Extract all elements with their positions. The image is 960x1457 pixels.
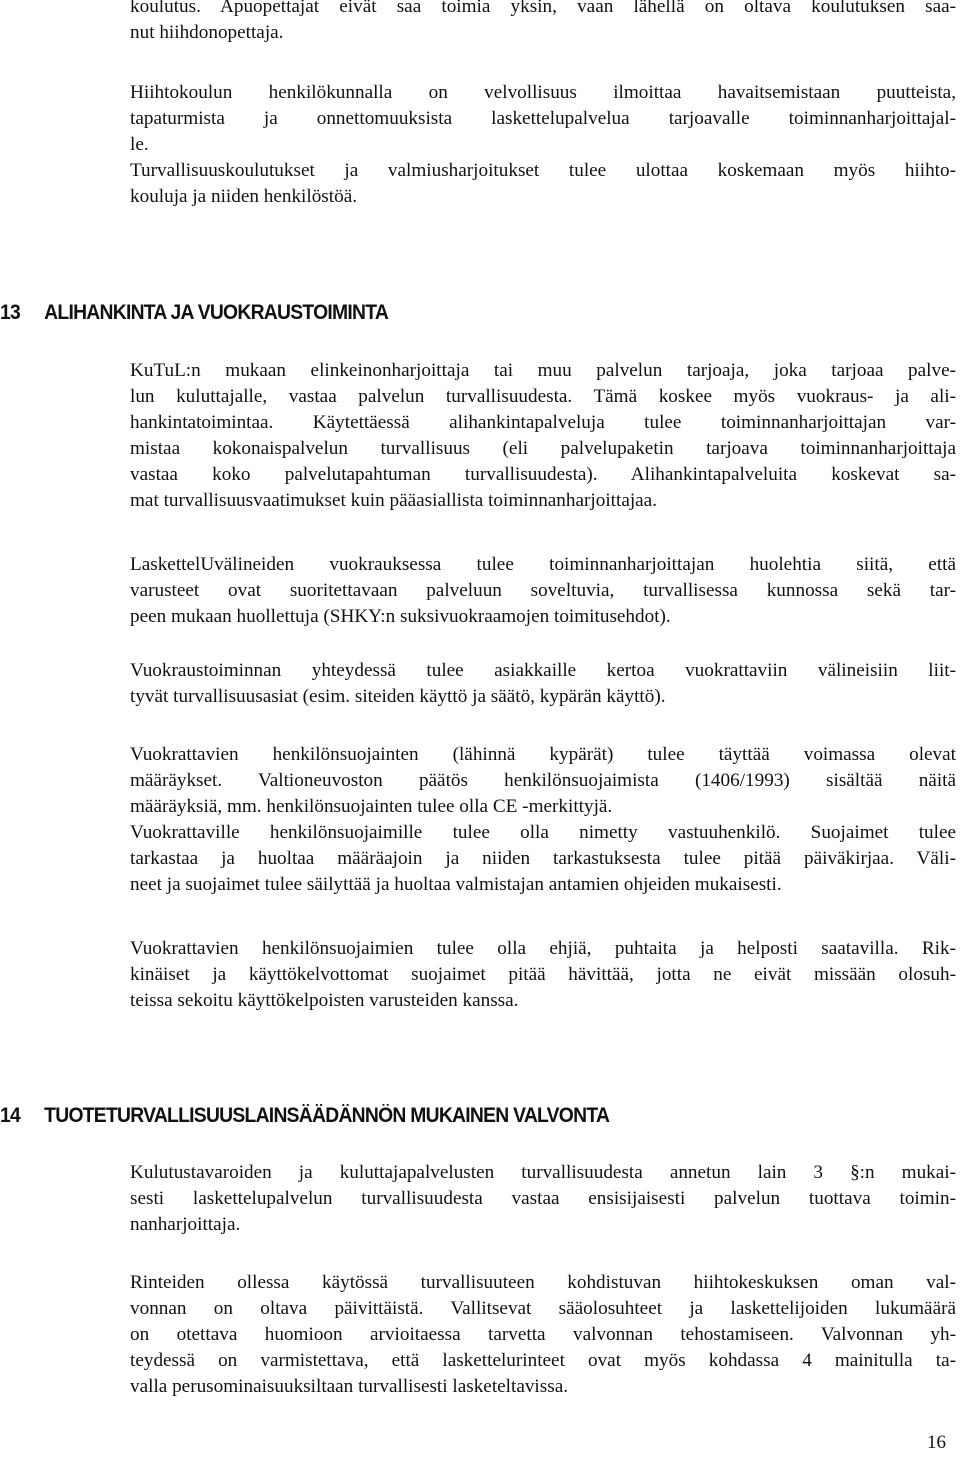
- text-line: Vuokrattavien henkilönsuojaimien tulee olla ehjiä, puhtaita ja helposti saatavilla. Rik-: [130, 938, 956, 959]
- text-line: teydessä on varmistettava, että laskettelurinteet ovat myös kohdassa 4 mainitulla ta-: [130, 1350, 956, 1371]
- text-line: vastaa koko palvelutapahtuman turvallisuudesta). Alihankintapalveluita koskevat sa-: [130, 464, 956, 485]
- text-line: mistaa kokonaispalvelun turvallisuus (eli palvelupaketin tarjoava toiminnanharjoittaja: [130, 438, 956, 459]
- text-line: teissa sekoitu käyttökelpoisten varusteiden kanssa.: [130, 990, 519, 1011]
- section-title: ALIHANKINTA JA VUOKRAUSTOIMINTA: [44, 301, 389, 324]
- paragraph-14-2: [130, 1270, 956, 1400]
- paragraph-13-3: [130, 658, 956, 710]
- text-line: Rinteiden ollessa käytössä turvallisuuteen kohdistuvan hiihtokeskuksen oman val-: [130, 1272, 956, 1293]
- text-line: Vuokraustoiminnan yhteydessä tulee asiakkaille kertoa vuokrattaviin välineisiin liit-: [130, 660, 956, 681]
- text-line: neet ja suojaimet tulee säilyttää ja huoltaa valmistajan antamien ohjeiden mukaisesti.: [130, 874, 782, 895]
- text-line: KuTuL:n mukaan elinkeinonharjoittaja tai muu palvelun tarjoaja, joka tarjoaa palve-: [130, 360, 956, 381]
- text-line: tarkastaa ja huoltaa määräajoin ja niiden tarkastuksesta tulee pitää päiväkirjaa. Väli-: [130, 848, 956, 869]
- text-line: määräyksiä, mm. henkilönsuojainten tulee olla CE -merkittyjä.: [130, 796, 613, 817]
- section-number: 14: [0, 1104, 21, 1127]
- paragraph-intro-1: [130, 0, 956, 46]
- text-line: lun kuluttajalle, vastaa palvelun turvallisuudesta. Tämä koskee myös vuokraus- ja ali-: [130, 386, 956, 407]
- section-heading-13: [0, 300, 388, 326]
- text-line: nanharjoittaja.: [130, 1214, 241, 1235]
- paragraph-13-2: [130, 552, 956, 630]
- section-heading-14: [0, 1103, 609, 1129]
- paragraph-13-1: [130, 358, 956, 514]
- text-line: kinäiset ja käyttökelvottomat suojaimet pitää hävittää, jotta ne eivät missään olosuh-: [130, 964, 956, 985]
- section-title: TUOTETURVALLISUUSLAINSÄÄDÄNNÖN MUKAINEN VALVONTA: [44, 1104, 610, 1127]
- text-line: kouluja ja niiden henkilöstöä.: [130, 186, 358, 207]
- text-line: Vuokrattaville henkilönsuojaimille tulee olla nimetty vastuuhenkilö. Suojaimet tulee: [130, 822, 956, 843]
- text-line: määräykset. Valtioneuvoston päätös henkilönsuojaimista (1406/1993) sisältää näitä: [130, 770, 956, 791]
- text-line: Kulutustavaroiden ja kuluttajapalvelusten turvallisuudesta annetun lain 3 §:n mukai-: [130, 1162, 956, 1183]
- paragraph-13-4: [130, 742, 956, 898]
- paragraph-14-1: [130, 1160, 956, 1238]
- text-line: tapaturmista ja onnettomuuksista laskettelupalvelua tarjoavalle toiminnanharjoittajal-: [130, 108, 956, 129]
- text-line: vonnan on oltava päivittäistä. Vallitsevat sääolosuhteet ja laskettelijoiden lukumäärä: [130, 1298, 956, 1319]
- text-line: peen mukaan huollettuja (SHKY:n suksivuokraamojen toimitusehdot).: [130, 606, 671, 627]
- text-line: le.: [130, 134, 149, 155]
- section-number: 13: [0, 301, 21, 324]
- text-line: on otettava huomioon arvioitaessa tarvetta valvonnan tehostamiseen. Valvonnan yh-: [130, 1324, 956, 1345]
- paragraph-intro-3: [130, 158, 956, 210]
- text-line: tyvät turvallisuusasiat (esim. siteiden käyttö ja säätö, kypärän käyttö).: [130, 686, 666, 707]
- paragraph-intro-2: [130, 80, 956, 158]
- page-number: 16: [927, 1432, 946, 1453]
- text-line: koulutus. Apuopettajat eivät saa toimia yksin, vaan lähellä on oltava koulutuksen saa-: [130, 0, 956, 17]
- text-line: nut hiihdonopettaja.: [130, 22, 284, 43]
- text-line: hankintatoimintaa. Käytettäessä alihankintapalveluja tulee toiminnanharjoittajan var-: [130, 412, 956, 433]
- text-line: Turvallisuuskoulutukset ja valmiusharjoitukset tulee ulottaa koskemaan myös hiihto-: [130, 160, 956, 181]
- text-line: mat turvallisuusvaatimukset kuin pääasiallista toiminnanharjoittajaa.: [130, 490, 657, 511]
- text-line: sesti laskettelupalvelun turvallisuudesta vastaa ensisijaisesti palvelun tuottava toimin-: [130, 1188, 956, 1209]
- text-line: valla perusominaisuuksiltaan turvallisesti lasketeltavissa.: [130, 1376, 569, 1397]
- text-line: Vuokrattavien henkilönsuojainten (lähinnä kypärät) tulee täyttää voimassa olevat: [130, 744, 956, 765]
- text-line: varusteet ovat suoritettavaan palveluun soveltuvia, turvallisessa kunnossa sekä tar-: [130, 580, 956, 601]
- text-line: Hiihtokoulun henkilökunnalla on velvollisuus ilmoittaa havaitsemistaan puutteista,: [130, 82, 956, 103]
- text-line: LaskettelUvälineiden vuokrauksessa tulee toiminnanharjoittajan huolehtia siitä, että: [130, 554, 956, 575]
- paragraph-13-5: [130, 936, 956, 1014]
